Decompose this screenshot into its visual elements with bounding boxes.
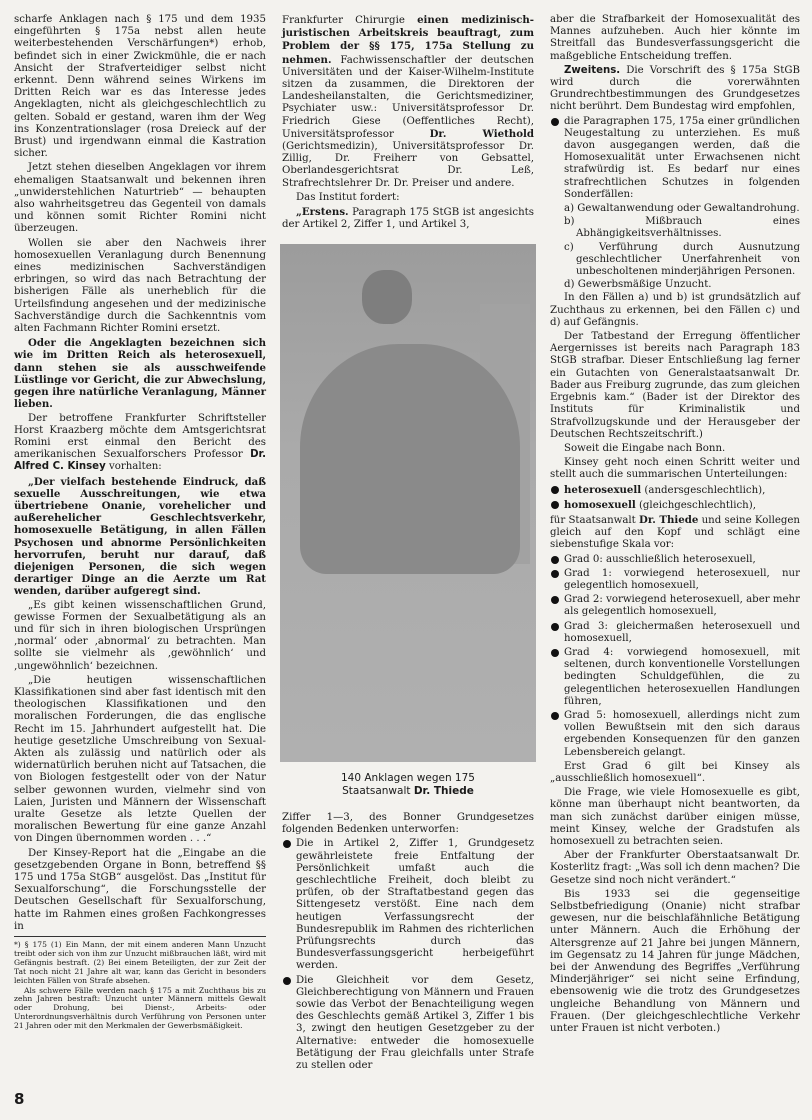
paragraph-bold: Oder die Angeklagten bezeichnen sich wie im Dritten Reich als heterosexuell, dann stehen sie als ausschweifende Lüstlinge vor Gericht, die zur Abwechslung, gegen ihre natürliche Veranlagung, Männer lieben. [14,337,266,411]
paragraph: „Erstens. Paragraph 175 StGB ist angesichts der Artikel 2, Ziffer 1, und Artikel 3, [282,206,534,231]
paragraph: Frankfurter Chirurgie einen medizinisch-juristischen Arbeitskreis beauftragt, zum Problem der §§ 175, 175a Stellung zu nehmen. Fachwissenschaftler der deutschen Universitäten und der Kaiser-Wilhelm-Institute sitzen da zusammen, die Direktoren der Landesheilanstalten, die Gerichtsmediziner, Psychiater usw.: Universitätsprofessor Dr. Friedrich Giese (Oeffentliches Recht), Universitätsprofessor Dr. Wiethold (Gerichtsmedizin), Universitätsprofessor Dr. Zillig, Dr. Freiherr von Gebsattel, Oberlandesgerichtsrat Dr. Leß, Strafrechtslehrer Dr. Dr. Preiser und andere. [282,14,534,189]
photo-staatsanwalt [280,244,536,762]
column-right [550,14,800,1037]
scale-item: Grad 2: vorwiegend heterosexuell, aber mehr als gelegentlich homosexuell, [550,594,800,618]
footnotes [14,936,266,1032]
scale-item: Grad 3: gleichermaßen heterosexuell und homosexuell, [550,621,800,645]
paragraph: Soweit die Eingabe nach Bonn. [564,442,726,454]
paragraph: Wollen sie aber den Nachweis ihrer homosexuellen Veranlagung durch Benennung eines medizinischen Sachverständigen erbringen, so wird das nach Betrachtung der bisherigen Fälle als unerheblich für die Urteilsfindung angesehen und der medizinische Sachverständige durch die Sachkenntnis vom alten Fachmann Richter Romini ersetzt. [14,237,266,335]
page-number: 8 [14,1090,25,1108]
kinsey-quote: „Es gibt keinen wissenschaftlichen Grund, gewisse Formen der Sexualbetätigung als an und für sich in ihren biologischen Ursprüngen ‚normal‘ oder ‚abnormal‘ zu betrachten. Man sollte sie vielmehr als ‚gewöhnlich‘ und ‚ungewöhnlich‘ bezeichnen. [14,599,266,672]
photo-caption: 140 Anklagen wegen 175 Staatsanwalt Dr. Thiede [341,772,475,797]
paragraph: Die Frage, wie viele Homosexuelle es gibt, könne man überhaupt nicht beantworten, da man sich zunächst darüber einigen müsse, meint Kinsey, welche der Gradstufen als homosexuell zu betrachten seien. [550,787,800,847]
list-item: d) Gewerbsmäßige Unzucht. [564,279,712,291]
bullet-icon [551,556,559,564]
bullet-icon [283,977,291,985]
bullet-list [282,838,534,1072]
kinsey-quote: „Die heutigen wissenschaftlichen Klassifikationen sind aber fast identisch mit den theologischen Klassifikationen und den moralischen Forderungen, die das englische Recht im 15. Jahrhundert aufgestellt hat. Die heutige gesetzliche Umschreibung von Sexual-Akten als zulässig und natürlich oder als widernatürlich beruhen nicht auf Tatsachen, die von Biologen festgestellt oder von der Natur selber gewonnen wurden, vielmehr sind von Laien, Juristen und Männern der Wissenschaft uralte Gesetze als letzte Quellen der moralischen Bewertung für eine ganze Anzahl von Dingen übernommen worden . . .“ [14,674,266,845]
paragraph: Aber der Frankfurter Oberstaatsanwalt Dr. Kosterlitz fragt: „Was soll ich denn machen? Die Gesetze sind noch nicht verändert.“ [550,850,800,886]
paragraph: Erst Grad 6 gilt bei Kinsey als „ausschließlich homosexuell“. [550,760,800,784]
list-item: heterosexuell (andersgeschlechtlich), [550,484,800,497]
list-item: die Paragraphen 175, 175a einer gründlichen Neugestaltung zu unterziehen. Es muß davon ausgegangen werden, daß die Homosexualität unter Erwachsenen nicht strafwürdig ist. Es bedarf nur eines strafrechtlichen Schutzes in folgenden Sonderfällen: [550,116,800,201]
scale-item: Grad 0: ausschließlich heterosexuell, [550,554,800,566]
list-item: b) Mißbrauch eines Abhängigkeitsverhältnisses. [564,216,800,240]
bullet-list [550,484,800,512]
list-item: Die in Artikel 2, Ziffer 1, Grundgesetz gewährleistete freie Entfaltung der Persönlichkeit umfaßt auch die geschlechtliche Freiheit, doch bleibt zu prüfen, ob der Straftatbestand gegen das Sittengesetz verstößt. Eine nach dem heutigen Verfassungsrecht der Bundesrepublik im Rahmen des richterlichen Prüfungsrechts durch das Bundesverfassungsgericht herbeigeführt werden. [282,838,534,972]
paragraph: Ziffer 1—3, des Bonner Grundgesetzes folgenden Bedenken unterworfen: [282,812,534,836]
scale-item: Grad 4: vorwiegend homosexuell, mit seltenen, durch konventionelle Vorstellungen bedingten Schuldgefühlen, die zu gelegentlichen heterosexuellen Handlungen führen, [550,647,800,708]
bullet-icon [551,712,559,720]
scale-item: Grad 1: vorwiegend heterosexuell, nur gelegentlich homosexuell, [550,568,800,592]
column-middle [282,14,534,233]
bullet-icon [283,840,291,848]
paragraph: Jetzt stehen dieselben Angeklagen vor ihrem ehemaligen Staatsanwalt und bekennen ihren „unwiderstehlichen Naturtrieb“ — behaupten also wahrheitsgetreu das Gegenteil von damals und können somit Richter Romini nicht überzeugen. [14,162,266,235]
bullet-icon [551,623,559,631]
list-item: Die Gleichheit vor dem Gesetz, Gleichberechtigung von Männern und Frauen sowie das Verbot der Benachteiligung wegen des Geschlechts gemäß Artikel 3, Ziffer 1 bis 3, zwingt den heutigen Gesetzgeber zu der Alternative: entweder die homosexuelle Betätigung der Frau gleichfalls unter Strafe zu stellen oder [282,975,534,1073]
paragraph: In den Fällen a) und b) ist grundsätzlich auf Zuchthaus zu erkennen, bei den Fällen c) und d) auf Gefängnis. [550,292,800,328]
list-item: a) Gewaltanwendung oder Gewaltandrohung. [564,203,800,215]
bullet-icon [551,118,559,126]
list-item: c) Verführung durch Ausnutzung geschlechtlicher Unerfahrenheit von unbescholtenen minderjährigen Personen. [564,241,800,278]
bullet-icon [551,570,559,578]
bullet-icon [551,486,559,494]
sub-list [550,203,800,291]
paragraph: Der betroffene Frankfurter Schriftsteller Horst Kraazberg möchte dem Amtsgerichtsrat Romini erst einmal den Bericht des amerikanischen Sexualforschers Professor Dr. Alfred C. Kinsey vorhalten: [14,412,266,473]
paragraph: scharfe Anklagen nach § 175 und dem 1935 eingeführten § 175a nebst allen heute weiterbestehenden Verschärfungen*) erhob, befindet sich in einer Zwickmühle, die er nach Ansicht der Strafverteidiger selbst nicht erkennt. Denn während seines Wirkens im Dritten Reich war es das Interesse jedes Angeklagten, nicht als gleichgeschlechtlich zu gelten. Sobald er gestand, waren ihm der Weg ins Konzentrationslager (rosa Dreieck auf der Brust) und irgendwann einmal die Kastration sicher. [14,14,266,160]
paragraph: Das Institut fordert: [296,191,400,203]
column-middle-lower [282,812,534,1074]
bullet-list [550,116,800,201]
list-item: homosexuell (gleichgeschlechtlich), [550,499,800,512]
paragraph: Der Kinsey-Report hat die „Eingabe an die gesetzgebenden Organe in Bonn, betreffend §§ 175 und 175a StGB“ ausgelöst. Das „Institut für Sexualforschung“, die Forschungsstelle der Deutschen Gesellschaft für Sexualforschung, hatte im Rahmen eines großen Fachkongresses in [14,847,266,932]
scale-item: Grad 5: homosexuell, allerdings nicht zum vollen Bewußtsein mit den sich daraus ergebenden Konsequenzen für den ganzen Lebensbereich gelangt. [550,710,800,759]
paragraph: Kinsey geht noch einen Schritt weiter und stellt auch die summarischen Unterteilungen: [550,457,800,481]
bullet-icon [551,501,559,509]
paragraph: aber die Strafbarkeit der Homosexualität des Mannes aufzuheben. Auch hier könnte im Streitfall das Bundesverfassungsgericht die maßgebliche Entscheidung treffen. [550,14,800,62]
bullet-icon [551,649,559,657]
kinsey-quote: „Der vielfach bestehende Eindruck, daß sexuelle Ausschreitungen, wie etwa übertriebene Onanie, vorehelicher und außerehelicher Geschlechtsverkehr, homosexuelle Betätigung, in allen Fällen Psychosen und abnorme Persönlichkeiten hervorrufen, beruht nur darauf, daß diejenigen Personen, die sich wegen derartiger Dinge an die Aerzte um Rat wenden, darüber aufgeregt sind. [14,475,266,598]
paragraph: für Staatsanwalt Dr. Thiede und seine Kollegen gleich auf den Kopf und schlägt eine siebenstufige Skala vor: [550,513,800,551]
footnote: *) § 175 (1) Ein Mann, der mit einem anderen Mann Unzucht treibt oder sich von ihm zur Unzucht mißbrauchen läßt, wird mit Gefängnis bestraft. (2) Bei einem Beteiligten, der zur Zeit der Tat noch nicht 21 Jahre alt war, kann das Gericht in besonders leichten Fällen von Strafe absehen. [14,940,266,985]
paragraph: Bis 1933 sei die gegenseitige Selbstbefriedigung (Onanie) nicht strafbar gewesen, nur die beischlafähnliche Betätigung unter Männern. Auch die Erhöhung der Altersgrenze auf 21 Jahre bei jungen Männern, im Gegensatz zu 14 Jahren für junge Mädchen, bei der Anwendung des Begriffes „Verführung Minderjähriger“ sei nicht seine Erfindung, ebensowenig wie die trotz des Grundgesetzes ungleiche Behandlung von Männern und Frauen. (Der gleichgeschlechtliche Verkehr unter Frauen ist nicht verboten.) [550,888,800,1035]
paragraph: Zweitens. Die Vorschrift des § 175a StGB wird durch die vorerwähnten Grundrechtbestimmungen des Grundgesetzes nicht berührt. Dem Bundestag wird empfohlen, [550,64,800,113]
column-left [14,14,266,935]
scale-list [550,554,800,759]
footnote: Als schwere Fälle werden nach § 175 a mit Zuchthaus bis zu zehn Jahren bestraft: Unzucht unter Männern mittels Gewalt oder Drohung, bei Dienst-, Arbeits- oder Unterordnungsverhältnis durch Verführung von Personen unter 21 Jahren oder mit den Merkmalen der Gewerbsmäßigkeit. [14,985,266,1031]
paragraph: Der Tatbestand der Erregung öffentlicher Aergernisses ist bereits nach Paragraph 183 StGB strafbar. Dieser Entschließung lag ferner ein Gutachten von Generalstaatsanwalt Dr. Bader aus Freiburg zugrunde, das zum gleichen Ergebnis kam.“ (Bader ist der Direktor des Instituts für Kriminalistik und Strafvollzugskunde und der Herausgeber der Deutschen Rechtszeitschrift.) [550,331,800,440]
bullet-icon [551,596,559,604]
